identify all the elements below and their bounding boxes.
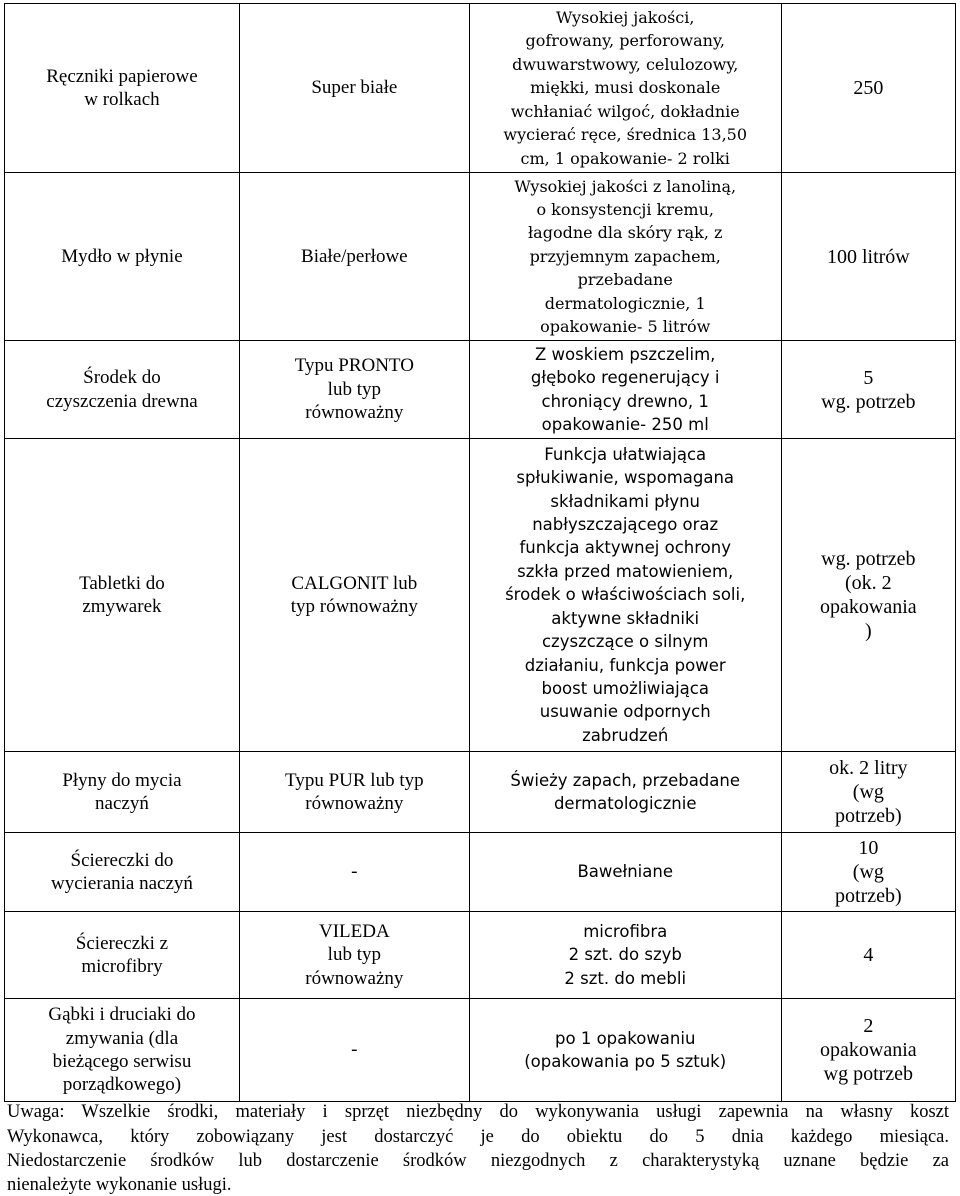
product-name-cell: Środek do czyszczenia drewna (5, 341, 240, 439)
product-name-cell: Mydło w płynie (5, 173, 240, 341)
quantity-cell: 100 litrów (781, 173, 955, 341)
product-specification-table (4, 3, 956, 1102)
description-cell: po 1 opakowaniu (opakowania po 5 sztuk) (469, 999, 781, 1102)
quantity-cell: 250 (781, 4, 955, 173)
table-row (5, 439, 956, 752)
quantity-cell: ok. 2 litry (wg potrzeb) (781, 752, 955, 833)
product-type-cell: VILEDA lub typ równoważny (239, 912, 469, 999)
description-cell: Wysokiej jakości z lanoliną, o konsystencji kremu, łagodne dla skóry rąk, z przyjemnym zapachem, przebadane dermatologicznie, 1 opakowanie- 5 litrów (469, 173, 781, 341)
table-row (5, 4, 956, 173)
product-type-cell: Super białe (239, 4, 469, 173)
product-name-cell: Płyny do mycia naczyń (5, 752, 240, 833)
product-type-cell: Białe/perłowe (239, 173, 469, 341)
note-line: Niedostarczenie środków lub dostarczenie środków niezgodnych z charakterystyką uznane będzie za (7, 1151, 949, 1171)
product-name-cell: Ściereczki do wycierania naczyń (5, 833, 240, 912)
note-line: Uwaga: Wszelkie środki, materiały i sprzęt niezbędny do wykonywania usługi zapewnia na własny koszt (7, 1102, 949, 1122)
product-name-cell: Tabletki do zmywarek (5, 439, 240, 752)
table-row (5, 752, 956, 833)
table-row (5, 833, 956, 912)
note-line: nienależyte wykonanie usługi. (7, 1175, 232, 1195)
quantity-cell: 4 (781, 912, 955, 999)
table-row (5, 173, 956, 341)
product-type-cell: Typu PRONTO lub typ równoważny (239, 341, 469, 439)
note-line: Wykonawca, który zobowiązany jest dostarczyć je do obiektu do 5 dnia każdego miesiąca. (7, 1127, 949, 1147)
quantity-cell: 5 wg. potrzeb (781, 341, 955, 439)
table-row (5, 999, 956, 1102)
product-name-cell: Gąbki i druciaki do zmywania (dla bieżącego serwisu porządkowego) (5, 999, 240, 1102)
description-cell: Świeży zapach, przebadane dermatologicznie (469, 752, 781, 833)
table-row (5, 912, 956, 999)
description-cell: Z woskiem pszczelim, głęboko regenerujący i chroniący drewno, 1 opakowanie- 250 ml (469, 341, 781, 439)
description-cell: Bawełniane (469, 833, 781, 912)
product-name-cell: Ściereczki z microfibry (5, 912, 240, 999)
quantity-cell: 10 (wg potrzeb) (781, 833, 955, 912)
quantity-cell: wg. potrzeb (ok. 2 opakowania ) (781, 439, 955, 752)
table-row (5, 341, 956, 439)
product-name-cell: Ręczniki papierowe w rolkach (5, 4, 240, 173)
description-cell: Wysokiej jakości, gofrowany, perforowany, dwuwarstwowy, celulozowy, miękki, musi doskonale wchłaniać wilgoć, dokładnie wycierać ręce, średnica 13,50 cm, 1 opakowanie- 2 rolki (469, 4, 781, 173)
product-type-cell: Typu PUR lub typ równoważny (239, 752, 469, 833)
quantity-cell: 2 opakowania wg potrzeb (781, 999, 955, 1102)
product-type-cell: CALGONIT lub typ równoważny (239, 439, 469, 752)
description-cell: Funkcja ułatwiająca spłukiwanie, wspomagana składnikami płynu nabłyszczającego oraz funkcja aktywnej ochrony szkła przed matowieniem, środek o właściwościach soli, aktywne składniki czyszczące o silnym działaniu, funkcja power boost umożliwiająca usuwanie odpornych zabrudzeń (469, 439, 781, 752)
description-cell: microfibra 2 szt. do szyb 2 szt. do mebli (469, 912, 781, 999)
product-type-cell: - (239, 833, 469, 912)
product-type-cell: - (239, 999, 469, 1102)
